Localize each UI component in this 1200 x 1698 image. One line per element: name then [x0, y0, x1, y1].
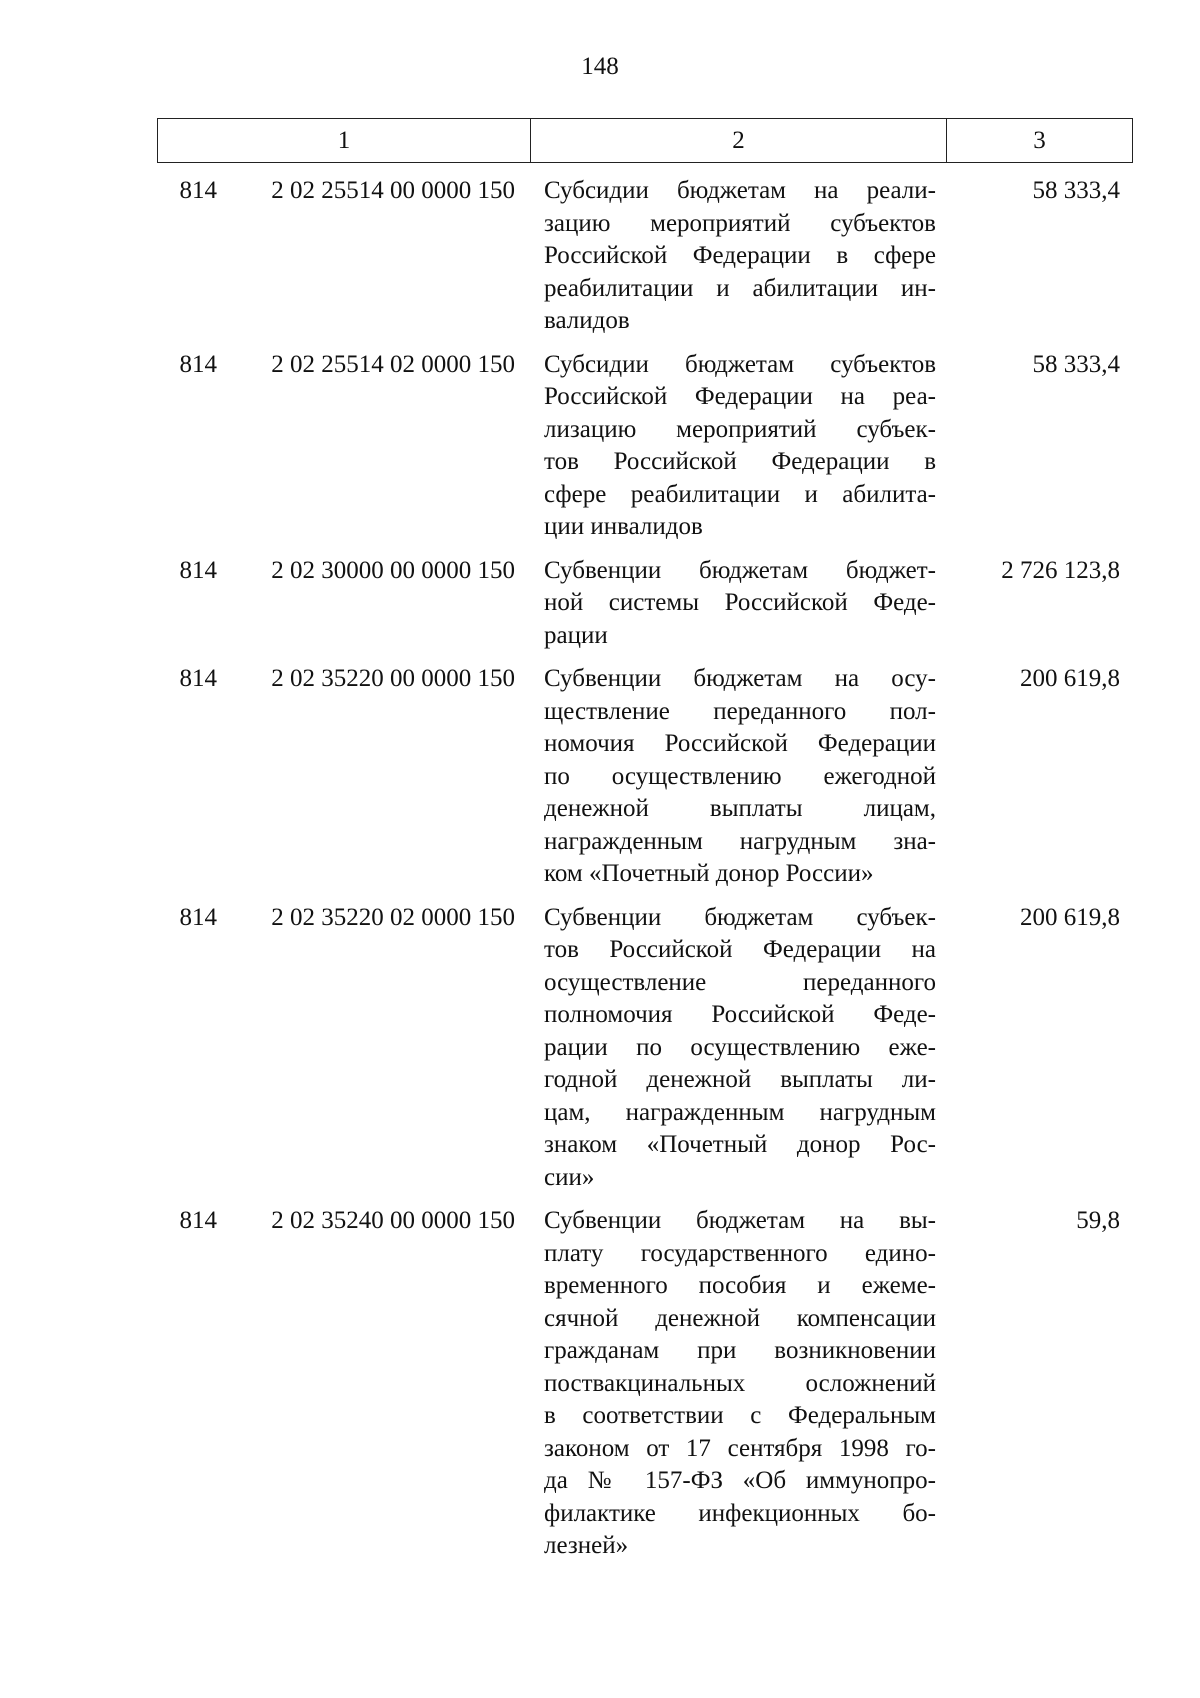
income-name-line: рации — [544, 621, 608, 649]
admin-code: 814 — [179, 556, 217, 584]
income-name — [544, 349, 936, 544]
income-name — [544, 902, 936, 1195]
income-name-line: тов Российской Федерации на — [544, 936, 936, 963]
income-name-line: плату государственного едино- — [544, 1239, 936, 1267]
income-name-line: валидов — [544, 307, 630, 334]
income-name-line: реабилитации и абилитации ин- — [544, 274, 936, 302]
amount: 58 333,4 — [1032, 350, 1120, 378]
budget-classification-code: 2 02 35220 00 0000 150 — [271, 665, 515, 692]
income-name-line: осуществление переданного — [544, 968, 936, 996]
income-name-line: по осуществлению ежегодной — [544, 762, 936, 790]
income-name-line: Субвенции бюджетам бюджет- — [544, 556, 936, 584]
income-name-line: Субсидии бюджетам на реали- — [544, 177, 936, 204]
table-row — [157, 902, 1133, 1195]
income-name-line: поствакцинальных осложнений — [544, 1369, 936, 1397]
budget-classification-code: 2 02 30000 00 0000 150 — [271, 556, 515, 584]
income-name-line: в соответствии с Федеральным — [544, 1402, 936, 1429]
income-name-line: Субсидии бюджетам субъектов — [544, 350, 936, 378]
amount: 58 333,4 — [1032, 177, 1120, 204]
table-row — [157, 663, 1133, 891]
table-row — [157, 349, 1133, 544]
income-name-line: зацию мероприятий субъектов — [544, 209, 936, 237]
income-name-line: номочия Российской Федерации — [544, 730, 936, 757]
admin-code: 814 — [179, 177, 217, 204]
income-name-line: Российской Федерации в сфере — [544, 242, 936, 269]
income-name-line: тов Российской Федерации в — [544, 448, 936, 475]
income-name-line: ществление переданного пол- — [544, 697, 936, 725]
budget-classification-code: 2 02 35220 02 0000 150 — [271, 903, 515, 931]
table-row — [157, 555, 1133, 653]
income-name-line: цам, награжденным нагрудным — [544, 1098, 936, 1126]
header-col-1: 1 — [158, 119, 531, 162]
amount: 59,8 — [1076, 1207, 1120, 1234]
income-name-line: ком «Почетный донор России» — [544, 860, 874, 887]
admin-code: 814 — [179, 903, 217, 931]
income-name-line: знаком «Почетный донор Рос- — [544, 1131, 936, 1158]
income-name-line: лизацию мероприятий субъек- — [544, 415, 936, 443]
income-name — [544, 1205, 936, 1563]
budget-classification-code: 2 02 25514 00 0000 150 — [271, 177, 515, 204]
income-name-line: сячной денежной компенсации — [544, 1304, 936, 1332]
page-number: 148 — [581, 53, 619, 80]
income-name-line: награжденным нагрудным зна- — [544, 827, 936, 855]
income-name-line: да № 157-ФЗ «Об иммунопро- — [544, 1467, 936, 1494]
income-name-line: ной системы Российской Феде- — [544, 589, 936, 616]
income-name-line: законом от 17 сентября 1998 го- — [544, 1434, 936, 1462]
header-col-3: 3 — [1033, 126, 1046, 154]
income-name-line: годной денежной выплаты ли- — [544, 1066, 936, 1093]
amount: 2 726 123,8 — [1001, 556, 1120, 584]
table-header — [157, 118, 1133, 163]
income-name-line: денежной выплаты лицам, — [544, 795, 936, 822]
header-col-2: 2 — [531, 119, 947, 162]
table-row — [157, 175, 1133, 338]
income-name-line: Российской Федерации на реа- — [544, 383, 936, 410]
amount: 200 619,8 — [1020, 665, 1120, 692]
amount: 200 619,8 — [1020, 903, 1120, 931]
income-name-line: лезней» — [544, 1532, 629, 1559]
income-name-line: Субвенции бюджетам субъек- — [544, 903, 936, 931]
income-name — [544, 663, 936, 891]
income-name-line: Субвенции бюджетам на вы- — [544, 1207, 936, 1234]
income-name-line: ции инвалидов — [544, 513, 703, 540]
income-name-line: сии» — [544, 1163, 595, 1191]
income-name-line: филактике инфекционных бо- — [544, 1499, 936, 1527]
admin-code: 814 — [179, 350, 217, 378]
budget-classification-code: 2 02 25514 02 0000 150 — [271, 350, 515, 378]
income-name-line: Субвенции бюджетам на осу- — [544, 665, 936, 692]
admin-code: 814 — [179, 1207, 217, 1234]
income-name-line: полномочия Российской Феде- — [544, 1001, 936, 1028]
table-body — [157, 175, 1133, 1574]
budget-classification-code: 2 02 35240 00 0000 150 — [271, 1207, 515, 1234]
admin-code: 814 — [179, 665, 217, 692]
income-name-line: временного пособия и ежеме- — [544, 1272, 936, 1299]
table-row — [157, 1205, 1133, 1563]
income-name-line: гражданам при возникновении — [544, 1337, 936, 1364]
income-name-line: рации по осуществлению еже- — [544, 1033, 936, 1061]
income-name-line: сфере реабилитации и абилита- — [544, 480, 936, 508]
income-name — [544, 555, 936, 653]
income-name — [544, 175, 936, 338]
